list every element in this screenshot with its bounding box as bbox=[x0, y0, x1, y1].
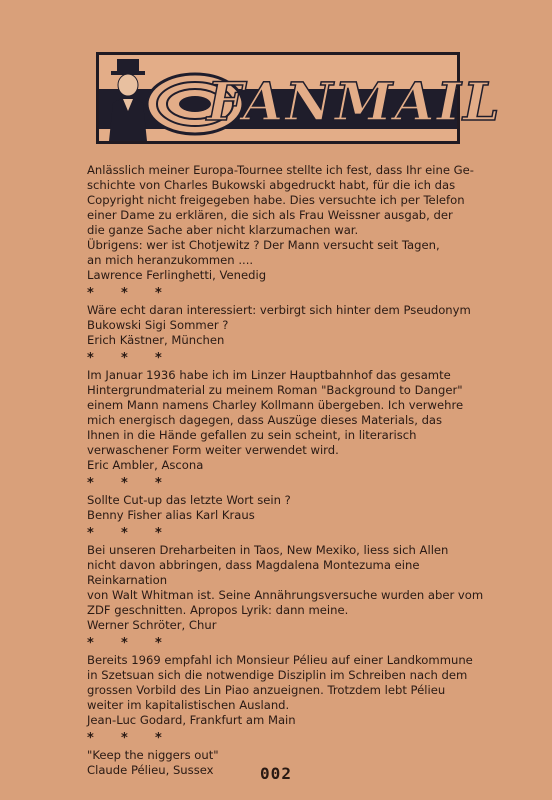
letter-signature: Erich Kästner, München bbox=[87, 333, 225, 347]
separator-star: * bbox=[121, 636, 128, 651]
letter-text: Wäre echt daran interessiert: verbirgt sich hinter dem Pseudonym Bukowski Sigi Sommer ? bbox=[87, 303, 471, 332]
separator-star: * bbox=[121, 731, 128, 746]
separator-star: * bbox=[121, 351, 128, 366]
letter-text: Bereits 1969 empfahl ich Monsieur Pélieu auf einer Landkommune in Szetsuan sich die notwendige Disziplin im Schreiben nach dem grossen Vorbild des Lin Piao anzueignen. Trotzdem lebt Pélieu weiter im kapitalistischen Ausland. bbox=[87, 653, 473, 712]
letter-text: "Keep the niggers out" bbox=[87, 748, 219, 762]
letter-text: Im Januar 1936 habe ich im Linzer Hauptbahnhof das gesamte Hintergrundmaterial zu meinem Roman "Background to Danger" einem Mann namens Charley Kollmann übergeben. Ich verwehre mich energisch dagegen, dass Auszüge dieses Materials, das Ihnen in die Hände gefallen zu sein scheint, in literarisch verwaschener Form weiter verwendet wird. bbox=[87, 368, 464, 457]
letter bbox=[87, 368, 487, 473]
separator bbox=[87, 728, 487, 748]
separator-star: * bbox=[87, 731, 94, 746]
separator-star: * bbox=[87, 636, 94, 651]
separator-star: * bbox=[155, 286, 162, 301]
letters-column bbox=[87, 163, 487, 778]
separator-star: * bbox=[155, 351, 162, 366]
letter-text: Sollte Cut-up das letzte Wort sein ? bbox=[87, 493, 291, 507]
page-number: 002 bbox=[260, 764, 292, 783]
separator-star: * bbox=[87, 526, 94, 541]
letter bbox=[87, 543, 487, 633]
letter-signature: Jean-Luc Godard, Frankfurt am Main bbox=[87, 713, 296, 727]
letter-text: Anlässlich meiner Europa-Tournee stellte ich fest, dass Ihr eine Ge- schichte von Charles Bukowski abgedruckt habt, für die ich das Copyright nicht freigegeben habe. Dies versuchte ich per Telefon einer Dame zu erklären, die sich als Frau Weissner ausgab, der die ganze Sache aber nicht klarzumachen war. Übrigens: wer ist Chotjewitz ? Der Mann versucht seit Tagen, an mich heranzukommen .... bbox=[87, 163, 474, 267]
letter-signature: Lawrence Ferlinghetti, Venedig bbox=[87, 268, 267, 282]
separator bbox=[87, 633, 487, 653]
separator bbox=[87, 348, 487, 368]
letter bbox=[87, 653, 487, 728]
separator bbox=[87, 523, 487, 543]
letter-signature: Eric Ambler, Ascona bbox=[87, 458, 204, 472]
letter-signature: Werner Schröter, Chur bbox=[87, 618, 217, 632]
separator-star: * bbox=[87, 351, 94, 366]
letter-signature: Claude Pélieu, Sussex bbox=[87, 763, 214, 777]
letter bbox=[87, 303, 487, 348]
letter-text: Bei unseren Dreharbeiten in Taos, New Mexiko, liess sich Allen nicht davon abbringen, dass Magdalena Montezuma eine Reinkarnation von Walt Whitman ist. Seine Annährungsversuche wurden aber vom ZDF geschnitten. Apropos Lyrik: dann meine. bbox=[87, 543, 484, 617]
separator-star: * bbox=[87, 286, 94, 301]
letter bbox=[87, 163, 487, 283]
separator-star: * bbox=[155, 731, 162, 746]
separator bbox=[87, 283, 487, 303]
letter-signature: Benny Fisher alias Karl Kraus bbox=[87, 508, 255, 522]
separator-star: * bbox=[121, 476, 128, 491]
separator-star: * bbox=[155, 476, 162, 491]
letter bbox=[87, 493, 487, 523]
banner-title: FANMAIL bbox=[207, 72, 502, 133]
separator-star: * bbox=[155, 636, 162, 651]
fanmail-banner bbox=[96, 52, 502, 144]
separator bbox=[87, 473, 487, 493]
separator-star: * bbox=[155, 526, 162, 541]
separator-star: * bbox=[121, 286, 128, 301]
separator-star: * bbox=[121, 526, 128, 541]
separator-star: * bbox=[87, 476, 94, 491]
